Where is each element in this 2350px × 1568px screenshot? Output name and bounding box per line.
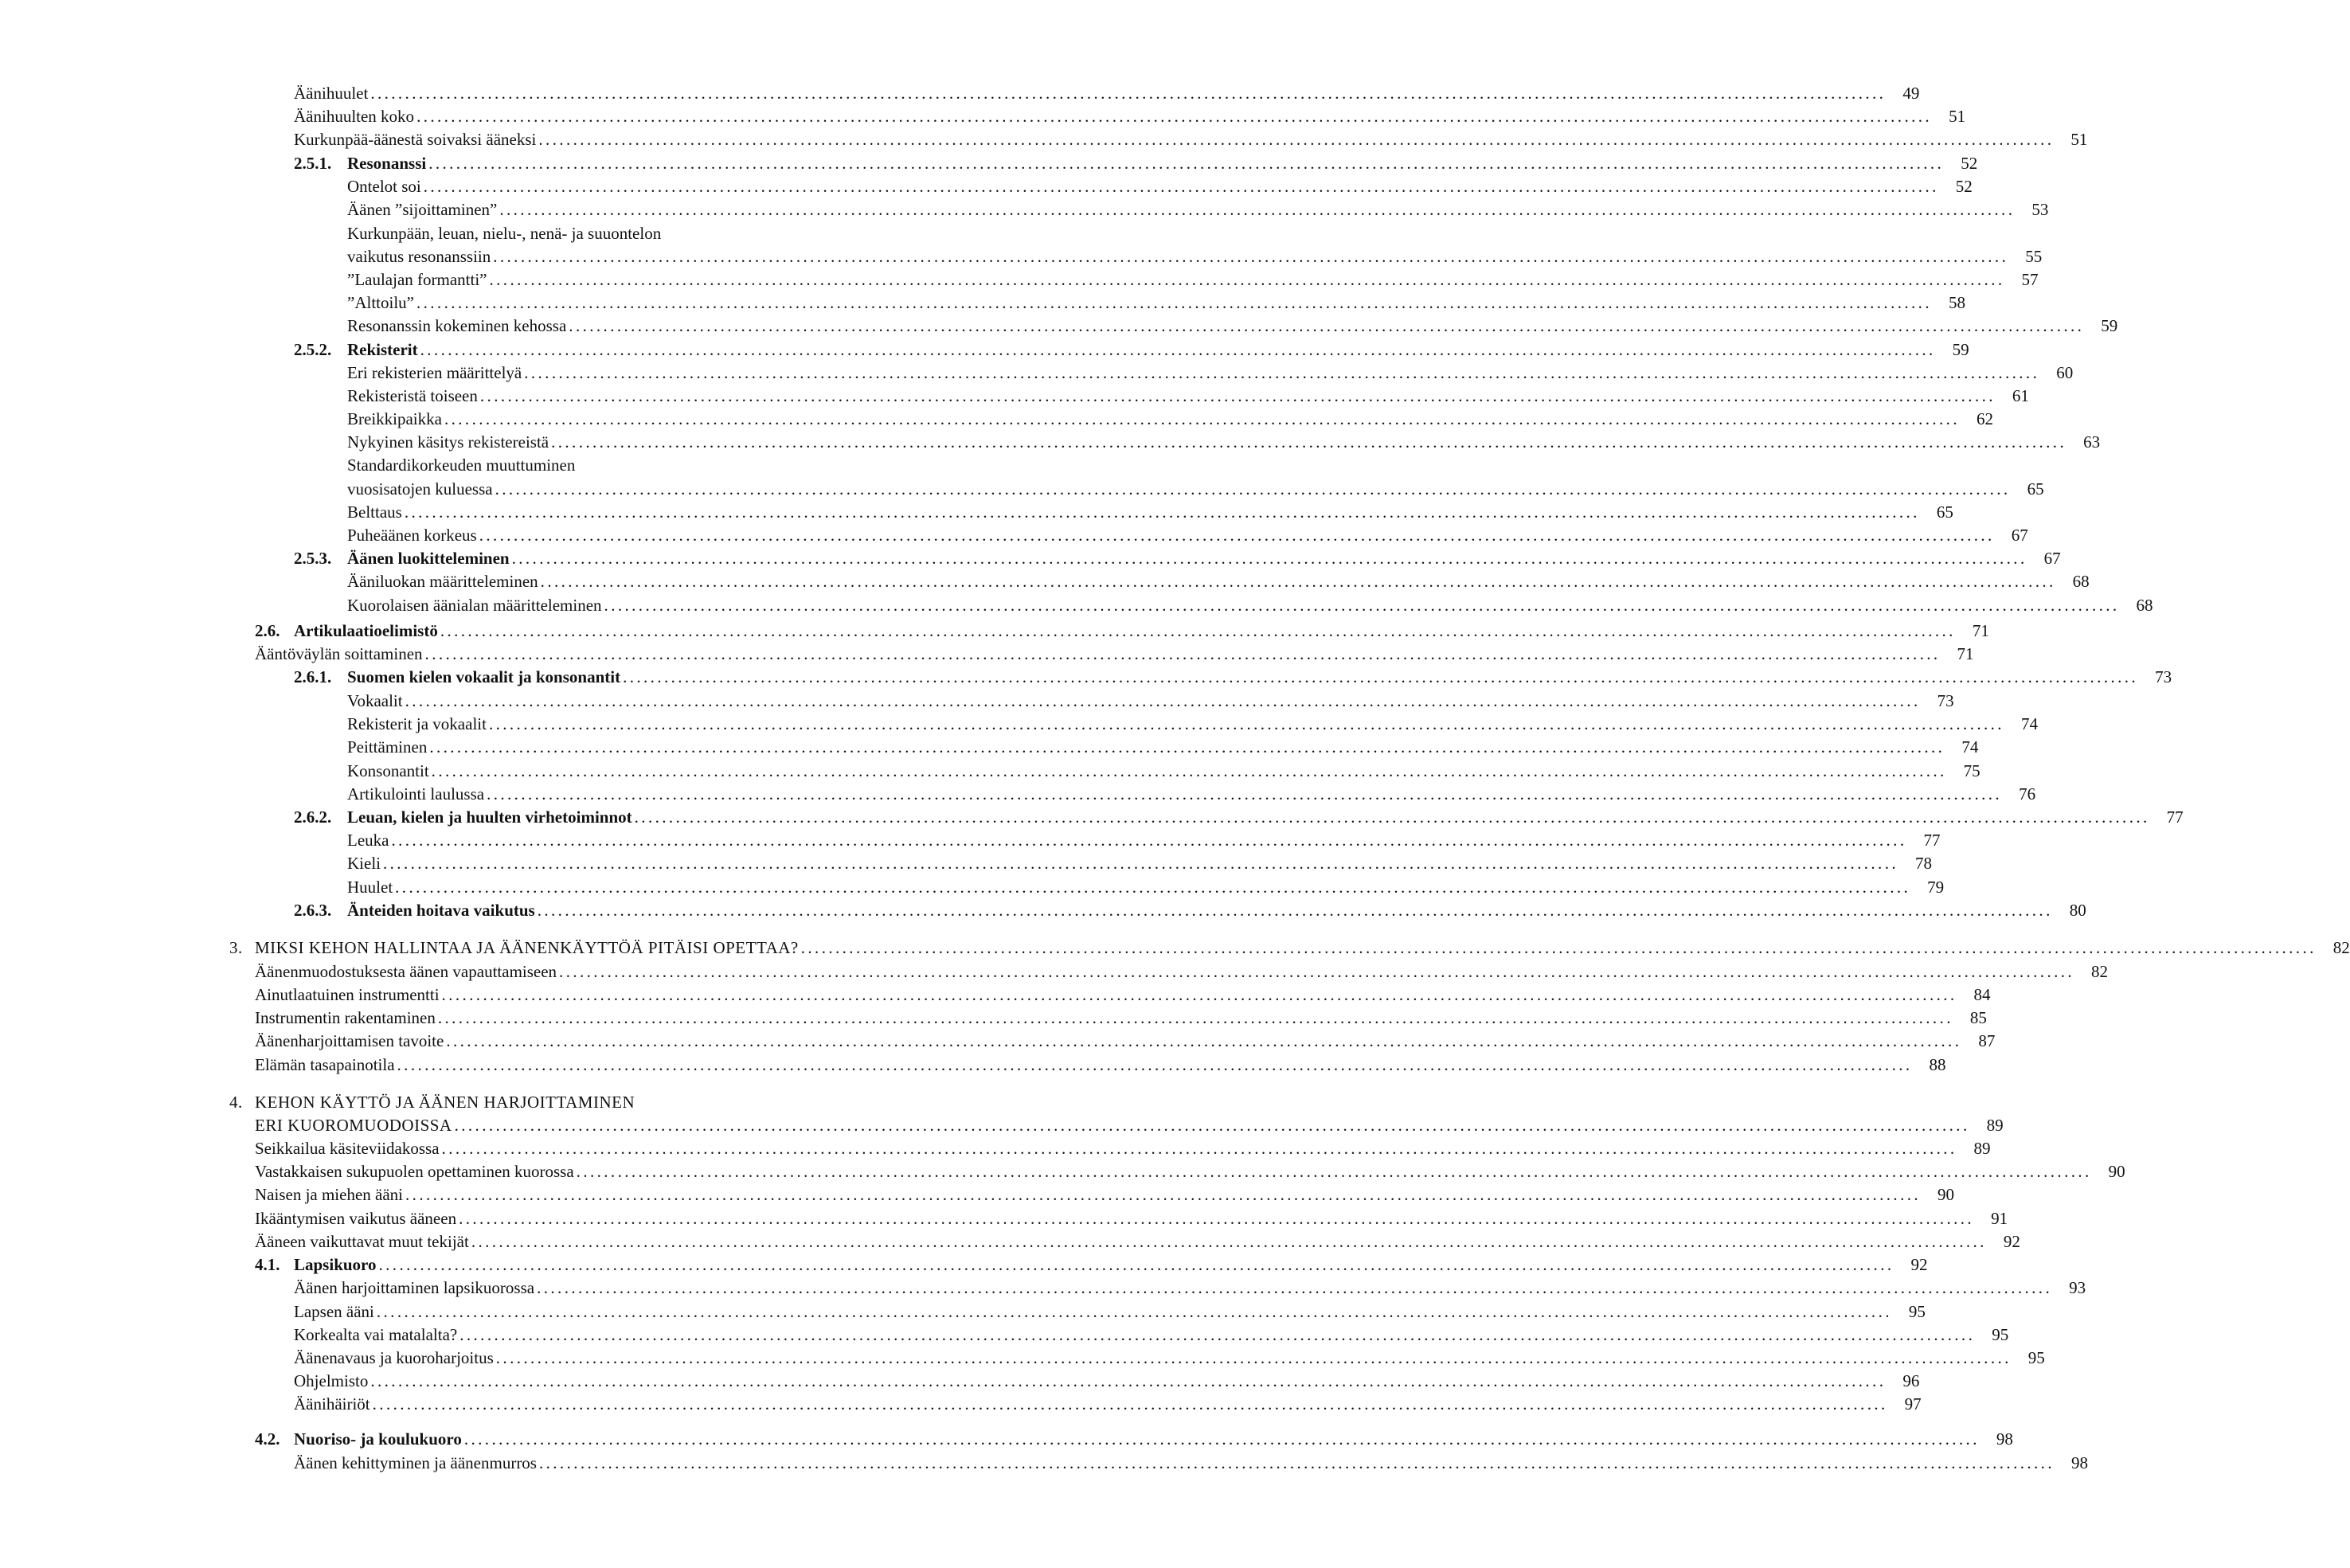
page-number: 52 xyxy=(1961,154,1978,173)
entry-title: Äänihuulet xyxy=(294,84,369,103)
toc-entry xyxy=(347,385,2029,408)
dot-leader: ............................................................................................................................................................................................................................ xyxy=(395,878,1911,897)
dot-leader: ............................................................................................................................................................................................................................ xyxy=(405,1185,1922,1204)
dot-leader: ............................................................................................................................................................................................................................ xyxy=(487,784,2003,804)
dot-leader: ............................................................................................................................................................................................................................ xyxy=(416,293,1932,312)
toc-entry xyxy=(294,899,2086,922)
entry-title: Eri rekisterien määrittelyä xyxy=(347,363,522,382)
entry-title: Ainutlaatuinen instrumentti xyxy=(255,985,440,1004)
entry-title: Standardikorkeuden muuttuminen xyxy=(347,456,576,475)
toc-entry xyxy=(347,175,1973,198)
dot-leader: ............................................................................................................................................................................................................................ xyxy=(459,1209,1975,1228)
page-number: 65 xyxy=(1936,502,1953,522)
entry-title: MIKSI KEHON HALLINTAA JA ÄÄNENKÄYTTÖÄ PITÄISI OPETTAA? xyxy=(255,938,799,957)
page-number: 89 xyxy=(1973,1139,1991,1158)
toc-entry xyxy=(347,291,1965,315)
page-number: 95 xyxy=(2027,1348,2045,1367)
toc-entry xyxy=(255,983,1991,1007)
toc-entry xyxy=(255,1030,1996,1053)
page-number: 71 xyxy=(1972,621,1989,640)
page-number: 77 xyxy=(1923,831,1941,850)
entry-title: Kuorolaisen äänialan määritteleminen xyxy=(347,596,602,615)
page-number: 49 xyxy=(1902,84,1920,103)
entry-title: Naisen ja miehen ääni xyxy=(255,1185,404,1204)
page-number: 91 xyxy=(1991,1209,2008,1228)
entry-title: Resonanssin kokeminen kehossa xyxy=(347,316,567,335)
dot-leader: ............................................................................................................................................................................................................................ xyxy=(405,691,1921,710)
dot-leader: ............................................................................................................................................................................................................................ xyxy=(623,667,2139,686)
page-number: 60 xyxy=(2056,363,2074,382)
dot-leader: ............................................................................................................................................................................................................................ xyxy=(551,432,2067,452)
toc-entry xyxy=(255,960,2109,983)
entry-title: Lapsen ääni xyxy=(294,1302,374,1321)
dot-leader: ............................................................................................................................................................................................................................ xyxy=(540,572,2056,591)
page-number: 98 xyxy=(1996,1429,2013,1449)
toc-entry xyxy=(255,1207,2008,1230)
page-number: 62 xyxy=(1976,409,1993,428)
toc-entry xyxy=(294,152,1978,175)
toc-entry xyxy=(255,1007,1987,1030)
toc-entry xyxy=(347,431,2101,454)
entry-title: Änteiden hoitava vaikutus xyxy=(347,901,535,920)
entry-title: Ohjelmisto xyxy=(294,1371,369,1390)
section-number: 3. xyxy=(229,938,243,957)
toc-entry xyxy=(294,1324,2009,1347)
page-number: 53 xyxy=(2031,200,2049,219)
dot-leader: ............................................................................................................................................................................................................................ xyxy=(370,1371,1887,1390)
section-number: 2.5.1. xyxy=(294,154,332,173)
dot-leader: ............................................................................................................................................................................................................................ xyxy=(397,1055,1913,1074)
toc-entry xyxy=(347,736,1979,759)
page-number: 96 xyxy=(1902,1371,1920,1390)
dot-leader: ............................................................................................................................................................................................................................ xyxy=(537,901,2053,920)
entry-title: Rekisterit xyxy=(347,340,418,359)
toc-entry xyxy=(255,1114,2004,1137)
toc-entry xyxy=(229,1091,936,1114)
toc-entry xyxy=(294,1393,1922,1416)
toc-entry xyxy=(347,245,2043,268)
page-number: 92 xyxy=(1910,1255,1928,1274)
dot-leader: ............................................................................................................................................................................................................................ xyxy=(495,479,2011,499)
toc-entry xyxy=(347,222,936,245)
toc-entry xyxy=(294,1347,2045,1370)
entry-title: KEHON KÄYTTÖ JA ÄÄNEN HARJOITTAMINEN xyxy=(255,1093,635,1112)
page-number: 82 xyxy=(2332,938,2350,957)
page-number: 76 xyxy=(2019,784,2036,804)
page-number: 79 xyxy=(1927,878,1945,897)
toc-entry xyxy=(347,362,2074,385)
dot-leader: ............................................................................................................................................................................................................................ xyxy=(423,177,1939,196)
toc-entry xyxy=(255,643,1974,666)
toc-entry xyxy=(347,760,1980,783)
toc-entry xyxy=(294,1452,2088,1475)
page-number: 74 xyxy=(2020,714,2038,733)
dot-leader: ............................................................................................................................................................................................................................ xyxy=(499,200,2016,219)
toc-entry xyxy=(255,1230,2020,1253)
dot-leader: ............................................................................................................................................................................................................................ xyxy=(576,1162,2092,1181)
entry-title: Seikkailua käsiteviidakossa xyxy=(255,1139,440,1158)
entry-title: Artikulointi laulussa xyxy=(347,784,485,804)
dot-leader: ............................................................................................................................................................................................................................ xyxy=(444,409,1960,428)
entry-title: Äänen kehittyminen ja äänenmurros xyxy=(294,1453,537,1472)
dot-leader: ............................................................................................................................................................................................................................ xyxy=(383,854,1898,873)
page-number: 89 xyxy=(1986,1116,2004,1135)
toc-entry xyxy=(347,315,2118,338)
entry-title: Ääniluokan määritteleminen xyxy=(347,572,538,591)
section-number: 2.5.2. xyxy=(294,340,332,359)
entry-title: Äänen harjoittaminen lapsikuorossa xyxy=(294,1278,535,1297)
entry-title: Äänen ”sijoittaminen” xyxy=(347,200,498,219)
page-number: 55 xyxy=(2025,247,2043,266)
entry-title: Vastakkaisen sukupuolen opettaminen kuorossa xyxy=(255,1162,574,1181)
toc-entry xyxy=(294,806,2184,829)
entry-title: Ontelot soi xyxy=(347,177,421,196)
dot-leader: ............................................................................................................................................................................................................................ xyxy=(420,340,1936,359)
dot-leader: ............................................................................................................................................................................................................................ xyxy=(479,526,1995,545)
section-number: 4.2. xyxy=(255,1429,280,1449)
section-number: 2.6.1. xyxy=(294,667,332,686)
page-number: 61 xyxy=(2012,386,2029,405)
toc-entry xyxy=(347,852,1932,875)
page-number: 90 xyxy=(1937,1185,1955,1204)
entry-title: Elämän tasapainotila xyxy=(255,1055,395,1074)
toc-entry xyxy=(347,268,2039,291)
page-number: 87 xyxy=(1978,1031,1996,1050)
entry-title: Ääneen vaikuttavat muut tekijät xyxy=(255,1232,469,1251)
dot-leader: ............................................................................................................................................................................................................................ xyxy=(634,807,2150,827)
toc-entry xyxy=(347,829,1941,852)
page-number: 84 xyxy=(1973,985,1991,1004)
toc-entry xyxy=(294,547,2061,570)
entry-title: Vokaalit xyxy=(347,691,403,710)
section-number: 2.6.2. xyxy=(294,807,332,827)
dot-leader: ............................................................................................................................................................................................................................ xyxy=(479,386,1996,405)
page-number: 51 xyxy=(2070,130,2088,149)
toc-entry xyxy=(255,1054,1946,1077)
entry-title: Breikkipaikka xyxy=(347,409,442,428)
toc-entry xyxy=(255,1253,1928,1277)
page-number: 97 xyxy=(1904,1394,1922,1414)
toc-entry xyxy=(255,1160,2125,1183)
page-number: 75 xyxy=(1963,761,1980,780)
dot-leader: ............................................................................................................................................................................................................................ xyxy=(428,154,1945,173)
dot-leader: ............................................................................................................................................................................................................................ xyxy=(370,84,1887,103)
entry-title: Kurkunpää-äänestä soivaksi ääneksi xyxy=(294,130,537,149)
entry-title: vuosisatojen kuluessa xyxy=(347,479,493,499)
dot-leader: ............................................................................................................................................................................................................................ xyxy=(404,502,1920,522)
entry-title: Äänenharjoittamisen tavoite xyxy=(255,1031,444,1050)
page-number: 68 xyxy=(2072,572,2090,591)
entry-title: Resonanssi xyxy=(347,154,427,173)
dot-leader: ............................................................................................................................................................................................................................ xyxy=(463,1429,1980,1449)
section-number: 2.6. xyxy=(255,621,280,640)
page-number: 92 xyxy=(2003,1232,2020,1251)
toc-entry xyxy=(347,501,1953,524)
toc-entry xyxy=(347,454,936,477)
page-number: 59 xyxy=(2101,316,2118,335)
entry-title: vaikutus resonanssiin xyxy=(347,247,491,266)
toc-entry xyxy=(255,1183,1955,1206)
entry-title: Äänen luokitteleminen xyxy=(347,549,510,568)
entry-title: Belttaus xyxy=(347,502,402,522)
toc-entry xyxy=(294,105,1966,128)
toc-entry xyxy=(347,408,1993,431)
page-number: 88 xyxy=(1929,1055,1946,1074)
page-number: 67 xyxy=(2043,549,2061,568)
page-number: 77 xyxy=(2166,807,2184,827)
toc-entry xyxy=(294,128,2088,151)
page-number: 85 xyxy=(1969,1008,1987,1027)
toc-entry xyxy=(294,1300,1926,1324)
toc-entry xyxy=(255,1137,1991,1160)
dot-leader: ............................................................................................................................................................................................................................ xyxy=(493,247,2009,266)
dot-leader: ............................................................................................................................................................................................................................ xyxy=(431,761,1947,780)
section-number: 2.5.3. xyxy=(294,549,332,568)
dot-leader: ............................................................................................................................................................................................................................ xyxy=(800,938,2317,957)
toc-entry xyxy=(255,620,1989,643)
entry-title: Konsonantit xyxy=(347,761,429,780)
page-number: 73 xyxy=(2155,667,2172,686)
page-number: 51 xyxy=(1949,107,1966,126)
dot-leader: ............................................................................................................................................................................................................................ xyxy=(538,1453,2055,1472)
entry-title: Lapsikuoro xyxy=(294,1255,377,1274)
page-number: 65 xyxy=(2027,479,2044,499)
entry-title: Äänenmuodostuksesta äänen vapauttamiseen xyxy=(255,962,557,981)
toc-entry xyxy=(347,783,2036,806)
dot-leader: ............................................................................................................................................................................................................................ xyxy=(471,1232,1987,1251)
entry-title: Nykyinen käsitys rekistereistä xyxy=(347,432,549,452)
page-number: 93 xyxy=(2069,1278,2086,1297)
toc-entry xyxy=(347,594,2153,617)
section-number: 4.1. xyxy=(255,1255,280,1274)
dot-leader: ............................................................................................................................................................................................................................ xyxy=(446,1031,1962,1050)
dot-leader: ............................................................................................................................................................................................................................ xyxy=(441,985,1957,1004)
toc-entry xyxy=(294,338,1969,362)
page-number: 68 xyxy=(2136,596,2153,615)
dot-leader: ............................................................................................................................................................................................................................ xyxy=(378,1255,1894,1274)
entry-title: Leuan, kielen ja huulten virhetoiminnot xyxy=(347,807,632,827)
toc-entry xyxy=(347,198,2049,221)
page-number: 90 xyxy=(2108,1162,2125,1181)
dot-leader: ............................................................................................................................................................................................................................ xyxy=(440,621,1956,640)
dot-leader: ............................................................................................................................................................................................................................ xyxy=(429,737,1945,757)
page-number: 98 xyxy=(2070,1453,2088,1472)
dot-leader: ............................................................................................................................................................................................................................ xyxy=(524,363,2040,382)
entry-title: Puheäänen korkeus xyxy=(347,526,477,545)
dot-leader: ............................................................................................................................................................................................................................ xyxy=(489,270,2005,289)
dot-leader: ............................................................................................................................................................................................................................ xyxy=(495,1348,2012,1367)
entry-title: Peittäminen xyxy=(347,737,428,757)
toc-entry xyxy=(347,690,1954,713)
dot-leader: ............................................................................................................................................................................................................................ xyxy=(569,316,2085,335)
entry-title: Artikulaatioelimistö xyxy=(294,621,438,640)
dot-leader: ............................................................................................................................................................................................................................ xyxy=(604,596,2120,615)
entry-title: Ikääntymisen vaikutus ääneen xyxy=(255,1209,457,1228)
section-number: 4. xyxy=(229,1093,243,1112)
page-number: 71 xyxy=(1957,644,1974,663)
page-number: 80 xyxy=(2069,901,2086,920)
dot-leader: ............................................................................................................................................................................................................................ xyxy=(391,831,1907,850)
entry-title: Äänenavaus ja kuoroharjoitus xyxy=(294,1348,494,1367)
entry-title: ”Laulajan formantti” xyxy=(347,270,487,289)
dot-leader: ............................................................................................................................................................................................................................ xyxy=(437,1008,1953,1027)
dot-leader: ............................................................................................................................................................................................................................ xyxy=(488,714,2004,733)
toc-entry xyxy=(347,713,2038,736)
toc-entry xyxy=(294,666,2172,689)
entry-title: ERI KUOROMUODOISSA xyxy=(255,1116,452,1135)
toc-entry xyxy=(255,1428,2013,1451)
dot-leader: ............................................................................................................................................................................................................................ xyxy=(459,1325,1976,1344)
entry-title: Instrumentin rakentaminen xyxy=(255,1008,436,1027)
page-number: 74 xyxy=(1961,737,1979,757)
page-number: 63 xyxy=(2083,432,2101,452)
page-number: 67 xyxy=(2011,526,2028,545)
page-number: 95 xyxy=(1992,1325,2009,1344)
entry-title: Ääntöväylän soittaminen xyxy=(255,644,423,663)
entry-title: Äänihuulten koko xyxy=(294,107,415,126)
dot-leader: ............................................................................................................................................................................................................................ xyxy=(376,1302,1892,1321)
page-number: 57 xyxy=(2021,270,2039,289)
page-number: 73 xyxy=(1937,691,1954,710)
page-number: 52 xyxy=(1955,177,1973,196)
toc-entry xyxy=(347,570,2090,593)
dot-leader: ............................................................................................................................................................................................................................ xyxy=(454,1116,1970,1135)
entry-title: ”Alttoilu” xyxy=(347,293,414,312)
entry-title: Kieli xyxy=(347,854,381,873)
section-number: 2.6.3. xyxy=(294,901,332,920)
dot-leader: ............................................................................................................................................................................................................................ xyxy=(372,1394,1888,1414)
dot-leader: ............................................................................................................................................................................................................................ xyxy=(441,1139,1957,1158)
toc-entry xyxy=(294,1277,2086,1300)
dot-leader: ............................................................................................................................................................................................................................ xyxy=(424,644,1941,663)
entry-title: Rekisterit ja vokaalit xyxy=(347,714,487,733)
toc-entry xyxy=(347,478,2044,501)
entry-title: Kurkunpään, leuan, nielu-, nenä- ja suuontelon xyxy=(347,224,662,243)
page-number: 82 xyxy=(2091,962,2109,981)
entry-title: Leuka xyxy=(347,831,389,850)
entry-title: Huulet xyxy=(347,878,393,897)
page-number: 95 xyxy=(1908,1302,1926,1321)
dot-leader: ............................................................................................................................................................................................................................ xyxy=(538,130,2055,149)
entry-title: Äänihäiriöt xyxy=(294,1394,370,1414)
toc-entry xyxy=(294,82,1920,105)
dot-leader: ............................................................................................................................................................................................................................ xyxy=(537,1278,2053,1297)
page-number: 78 xyxy=(1915,854,1932,873)
entry-title: Korkealta vai matalalta? xyxy=(294,1325,458,1344)
dot-leader: ............................................................................................................................................................................................................................ xyxy=(559,962,2075,981)
toc-entry xyxy=(294,1370,1920,1393)
dot-leader: ............................................................................................................................................................................................................................ xyxy=(511,549,2027,568)
page-number: 58 xyxy=(1948,293,1965,312)
entry-title: Rekisteristä toiseen xyxy=(347,386,478,405)
entry-title: Nuoriso- ja koulukuoro xyxy=(294,1429,462,1449)
toc-entry xyxy=(229,936,2350,960)
toc-entry xyxy=(347,524,2028,547)
entry-title: Suomen kielen vokaalit ja konsonantit xyxy=(347,667,621,686)
toc-entry xyxy=(347,876,1945,899)
page-number: 59 xyxy=(1952,340,1969,359)
dot-leader: ............................................................................................................................................................................................................................ xyxy=(416,107,1933,126)
